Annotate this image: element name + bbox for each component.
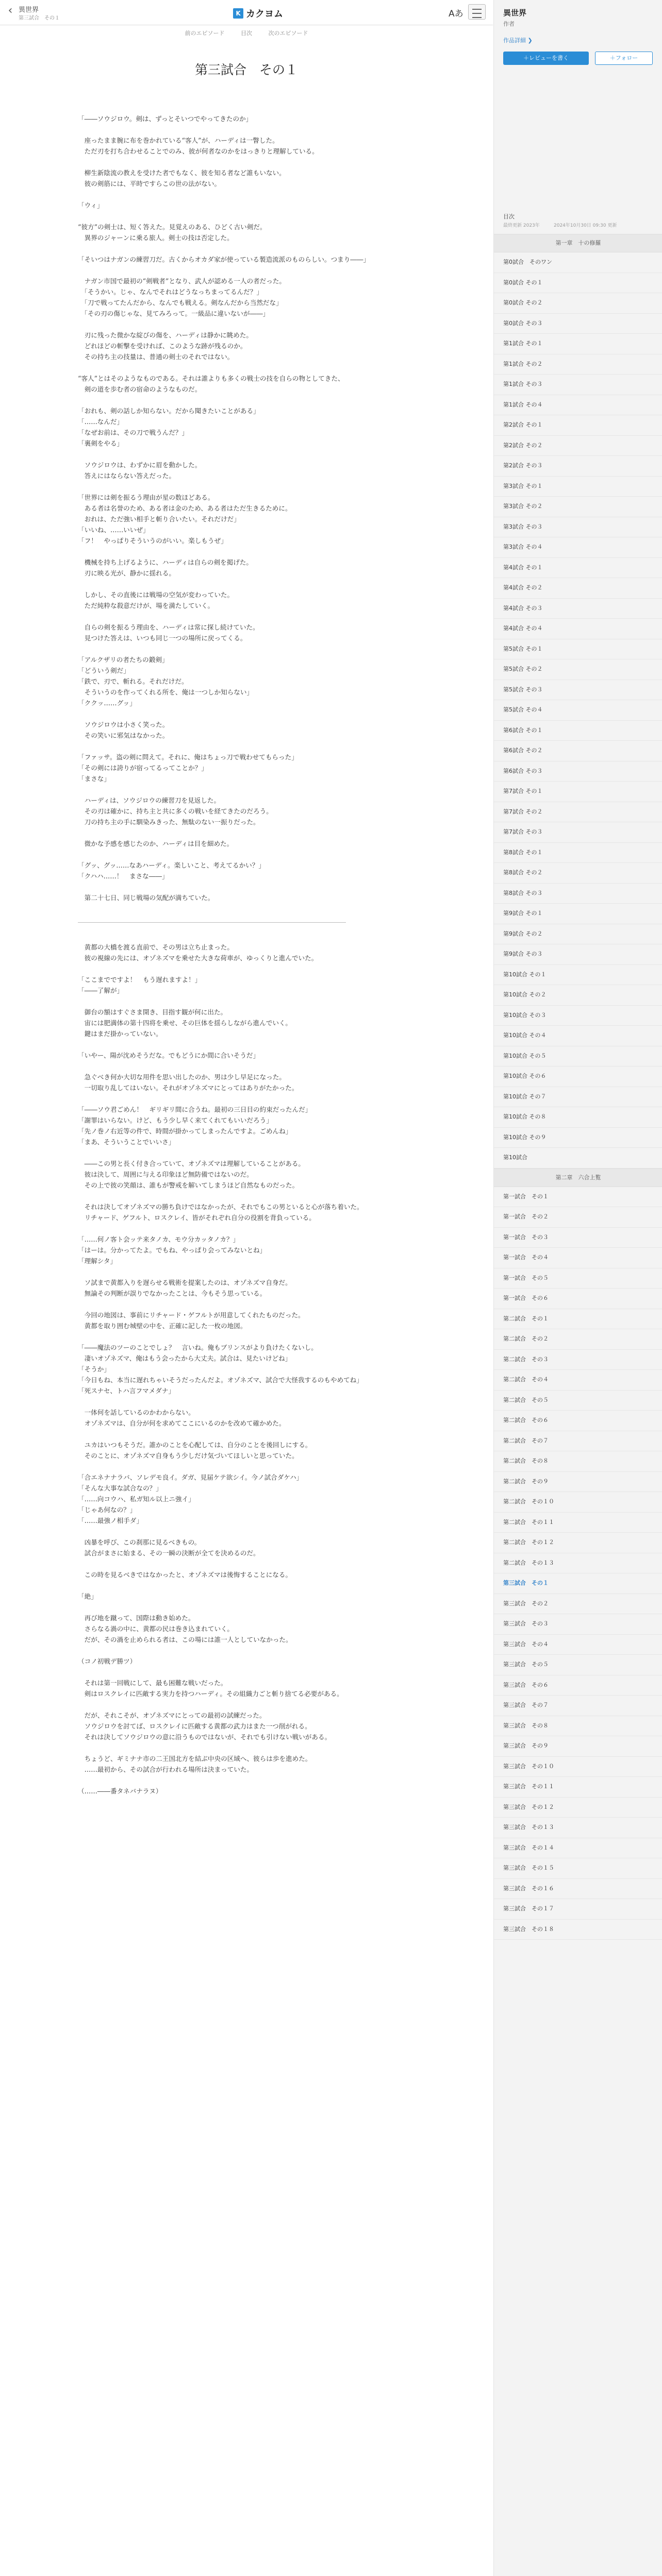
body-paragraph: オゾネズマは、自分が何を求めてここにいるのかを改めて確かめた。 (78, 1419, 286, 1427)
body-paragraph: 「じゃあ何なの？」 (78, 1506, 137, 1514)
body-paragraph: 「刀で戦ってたんだから、なんでも戦える。剣なんだから当然だな」 (78, 299, 283, 307)
body-paragraph: 剣はロスクレイに匹敵する実力を持つハーディ。その組織力ごと斬り捨てる必要がある。 (78, 1690, 343, 1698)
body-paragraph: 「謝罪はいらない。けど、もう少し早く来てくれてもいいだろう」 (78, 1116, 273, 1124)
toc-episode-link[interactable]: 第三試合 その７ (494, 1696, 662, 1716)
body-paragraph: その刃は確かに、持ち主と共に多くの戦いを経てきたのだろう。 (78, 807, 273, 815)
toc-episode-link[interactable]: 第三試合 その３ (494, 1614, 662, 1635)
toc-episode-link[interactable]: 第1試合 その４ (494, 395, 662, 416)
toc-episode-link[interactable]: 第三試合 その１１ (494, 1777, 662, 1798)
toc-episode-link[interactable]: 第8試合 その３ (494, 884, 662, 904)
toc-episode-link[interactable]: 第二試合 その１ (494, 1309, 662, 1330)
body-paragraph: ソウジロウは、わずかに眉を動かした。 (78, 461, 202, 469)
body-paragraph: 「死スナセ、トハ言フマメダナ」 (78, 1387, 175, 1395)
toc-episode-link[interactable]: 第三試合 その１７ (494, 1899, 662, 1920)
toc-episode-link[interactable]: 第三試合 その２ (494, 1594, 662, 1615)
body-paragraph (78, 1429, 413, 1439)
body-paragraph: ――この男と長く付き合っていて、オゾネズマは理解していることがある。 (78, 1160, 305, 1167)
body-paragraph: 「その剣には誇りが宿ってるってことか？」 (78, 764, 208, 772)
body-paragraph: それは決してソウジロウの意に沿うものではないが、それでも引けない戦いがある。 (78, 1733, 332, 1741)
toc-episode-link[interactable]: 第8試合 その１ (494, 843, 662, 863)
body-paragraph: 彼の視線の先には、オゾネズマを乗せた大きな荷車が、ゆっくりと進んでいた。 (78, 954, 318, 962)
site-logo[interactable] (233, 7, 283, 20)
body-paragraph: 「……最強ノ相手ダ」 (78, 1517, 143, 1524)
toc-episode-link[interactable]: 第三試合 その１４ (494, 1838, 662, 1859)
body-paragraph: 「――了解が」 (78, 987, 124, 994)
body-paragraph (78, 1580, 413, 1591)
toc-episode-link[interactable]: 第二試合 その１１ (494, 1513, 662, 1533)
body-paragraph: 「クハハ……！ まさな――」 (78, 872, 169, 880)
follow-button[interactable]: ＋フォロー (595, 52, 653, 65)
body-paragraph (78, 124, 413, 135)
toc-episode-link[interactable]: 第2試合 その２ (494, 436, 662, 456)
toc-episode-link[interactable]: 第10試合 その６ (494, 1066, 662, 1087)
body-paragraph: 「絶」 (78, 1592, 97, 1600)
body-paragraph (78, 449, 413, 460)
body-paragraph: ソウジロウは小さく笑った。 (78, 721, 169, 728)
toc-episode-link[interactable]: 第三試合 その４ (494, 1635, 662, 1655)
toc-episode-link[interactable]: 第二試合 その１２ (494, 1533, 662, 1553)
sidebar-author[interactable]: 作者 (503, 21, 515, 27)
body-paragraph: 「アルクザリの者たちの鍛剣」 (78, 656, 169, 664)
body-paragraph: ソウジロウを討てば、ロスクレイに匹敵する黄都の武力はまた一つ削がれる。 (78, 1722, 311, 1730)
toc-menu-button[interactable] (468, 4, 486, 20)
episode-nav (0, 29, 493, 37)
body-paragraph (78, 362, 413, 373)
body-paragraph: 凄いオゾネズマ、俺はもう会ったから大丈夫。試合は、見たいけどね」 (78, 1354, 292, 1362)
body-paragraph: 「……何ノ客ト会ッテ来タノカ、モウ分カッタノカ？」 (78, 1235, 240, 1243)
toc-episode-link[interactable]: 第6試合 その１ (494, 721, 662, 741)
body-paragraph (78, 395, 413, 405)
toc-episode-link[interactable]: 第二試合 その１０ (494, 1492, 662, 1513)
body-paragraph: だが、その渦を止められる者は、この場には誰一人としていなかった。 (78, 1636, 292, 1643)
body-paragraph (78, 1299, 413, 1310)
body-paragraph (78, 963, 413, 974)
current-episode-label: 第三試合 その１ (19, 15, 60, 21)
toc-episode-link[interactable]: 第5試合 その４ (494, 700, 662, 721)
toc-episode-link[interactable]: 第9試合 その２ (494, 924, 662, 945)
next-episode-link[interactable]: 次のエピソード (268, 30, 308, 37)
toc-episode-link[interactable]: 第0試合 その３ (494, 314, 662, 334)
body-paragraph: 刃に映る光が、静かに揺れる。 (78, 569, 175, 577)
body-paragraph: 微かな予感を感じたのか、ハーディは目を細めた。 (78, 840, 234, 848)
toc-episode-link[interactable]: 第3試合 その１ (494, 477, 662, 497)
toc-list (494, 234, 662, 1940)
body-paragraph: ソ試まで黄都入りを遅らせる戦術を提案したのは、オゾネズマ自身だ。 (78, 1279, 292, 1286)
body-paragraph: 「ウィ」 (78, 201, 104, 209)
body-paragraph (78, 189, 413, 200)
body-paragraph: 第二十七日、同じ戦場の気配が満ちていた。 (78, 894, 214, 902)
menu-bar-icon (472, 9, 482, 10)
toc-episode-link[interactable]: 第二試合 その８ (494, 1451, 662, 1472)
toc-episode-link[interactable]: 第0試合 そのワン (494, 252, 662, 273)
toc-episode-link[interactable]: 第3試合 その３ (494, 517, 662, 538)
body-paragraph: “彼方”の剣士は、短く答えた。見覚えのある、ひどく古い剣だ。 (78, 223, 267, 231)
body-paragraph: その持ち主の技量は、普通の剣士のそれではない。 (78, 353, 234, 361)
toc-episode-link[interactable]: 第4試合 その２ (494, 578, 662, 599)
work-title-link[interactable]: 異世界 (19, 6, 39, 14)
body-paragraph (78, 784, 413, 795)
body-paragraph: 一切取り乱してはいない。それがオゾネズマにとってはありがたかった。 (78, 1084, 299, 1092)
toc-episode-link[interactable]: 第10試合 その２ (494, 985, 662, 1006)
toc-episode-link[interactable]: 第三試合 その１６ (494, 1879, 662, 1900)
body-paragraph (78, 243, 413, 254)
body-paragraph: 「フ！ やっぱりそういうのがいい。楽しもうぜ」 (78, 537, 227, 545)
toc-updated-date: 2024年10月30日 09:30 更新 (554, 223, 617, 228)
toc-episode-link[interactable]: 第二試合 その１３ (494, 1553, 662, 1574)
toc-episode-link[interactable]: 第三試合 その９ (494, 1736, 662, 1757)
body-paragraph (78, 849, 413, 860)
body-paragraph (78, 1266, 413, 1277)
body-paragraph: 御台の額はすぐさま開き、目指す観が何に出た。 (78, 1008, 227, 1016)
toc-episode-link[interactable]: 第2試合 その１ (494, 415, 662, 436)
body-paragraph: 「グッ、グッ……なあハーディ。楽しいこと、考えてるかい？」 (78, 861, 265, 869)
body-paragraph: ある者は名誉のため、ある者は金のため、ある者はただ生きるために。 (78, 504, 292, 512)
body-paragraph: それは第一回戦にして、最も困難な戦いだった。 (78, 1679, 227, 1687)
body-paragraph: 答えにはならない答えだった。 (78, 472, 175, 480)
body-paragraph: （コノ初戦デ勝ツ） (78, 1657, 137, 1665)
body-paragraph: 凶暴を呼び、この刹那に見るべきもの。 (78, 1538, 201, 1546)
body-paragraph: 「裏剣をやる」 (78, 439, 124, 447)
toc-episode-link[interactable]: 第一試合 その３ (494, 1228, 662, 1248)
body-paragraph (78, 1667, 413, 1677)
toc-episode-link[interactable]: 第二試合 その６ (494, 1411, 662, 1431)
body-paragraph: 「はーは。分かってたよ。でもね、やっぱり会ってみないとね」 (78, 1246, 267, 1254)
body-paragraph (78, 481, 413, 492)
toc-episode-link[interactable]: 第三試合 その６ (494, 1675, 662, 1696)
body-paragraph (78, 882, 413, 892)
body-paragraph: 「……なんだ」 (78, 418, 124, 426)
toc-episode-link[interactable]: 第三試合 その１８ (494, 1920, 662, 1940)
body-paragraph: 「ここまでですよ！ もう遅れますよ！」 (78, 976, 202, 984)
body-paragraph: 機械を持ち上げるように、ハーディは自らの剣を掲げた。 (78, 558, 253, 566)
toc-episode-link[interactable]: 第二試合 その３ (494, 1350, 662, 1370)
body-paragraph: 「まさな」 (78, 775, 110, 783)
toc-episode-link[interactable]: 第二試合 その７ (494, 1431, 662, 1452)
toc-episode-link[interactable]: 第三試合 その８ (494, 1716, 662, 1737)
prev-episode-link[interactable]: 前のエピソード (185, 30, 225, 37)
body-paragraph (78, 708, 413, 719)
body-paragraph: 黄都を取り囲む城壁の中を、正確に記した一枚の地図。 (78, 1322, 247, 1330)
toc-episode-link[interactable]: 第10試合 その７ (494, 1087, 662, 1108)
body-paragraph: その笑いに邪気はなかった。 (78, 732, 169, 739)
body-paragraph: 柳生新陰流の教えを受けた者でもなく、彼を知る者など誰もいない。 (78, 169, 286, 177)
body-paragraph (78, 931, 413, 942)
body-paragraph: どれほどの斬撃を受ければ、このような跡が残るのか。 (78, 342, 247, 350)
body-paragraph: 急ぐべき何か大切な用件を思い出したのか、男は少し早足になった。 (78, 1073, 286, 1081)
body-paragraph: 「その刃の傷じゃな、見てみろって。一級品に違いないが――」 (78, 310, 270, 317)
body-paragraph: 「合エネナナラバ、ソレデモ良イ。ダガ、見届ケテ欲シイ。今ノ試合ダケハ」 (78, 1473, 303, 1481)
body-paragraph (78, 643, 413, 654)
body-paragraph (78, 1461, 413, 1472)
toc-episode-link[interactable]: 第三試合 その５ (494, 1655, 662, 1675)
body-paragraph: ユカはいつもそうだ。誰かのことを心配しては、自分のことを後回しにする。 (78, 1441, 312, 1449)
body-paragraph: 自らの剣を振るう理由を、ハーディは常に探し続けていた。 (78, 623, 259, 631)
body-paragraph: 「――魔法のツーのことでしょ？ 言いね。俺もブリンスがより負けたくないし。 (78, 1344, 318, 1351)
toc-episode-link[interactable]: 第7試合 その２ (494, 802, 662, 823)
body-paragraph (78, 1039, 413, 1050)
toc-episode-link[interactable]: 第三試合 その１２ (494, 1798, 662, 1818)
body-paragraph: 今回の地図は、事前にリチャード・ゲフルトが用意してくれたものだった。 (78, 1311, 305, 1319)
toc-episode-link[interactable]: 第10試合 その９ (494, 1128, 662, 1148)
body-paragraph (78, 996, 413, 1007)
body-paragraph: 彼の剣筋には、平時ですらこの世の法がない。 (78, 180, 221, 188)
toc-episode-link[interactable]: 第6試合 その２ (494, 741, 662, 761)
toc-link[interactable]: 目次 (241, 30, 252, 37)
toc-episode-link[interactable]: 第0試合 その２ (494, 293, 662, 314)
toc-episode-link[interactable]: 第7試合 その３ (494, 822, 662, 843)
body-paragraph: それは決してオゾネズマの勝ち負けではなかったが、それでもこの男といると心が落ち着いた。 (78, 1203, 363, 1211)
body-paragraph (78, 1061, 413, 1072)
toc-episode-link[interactable]: 第二試合 その５ (494, 1391, 662, 1411)
toc-episode-link[interactable]: 第3試合 その２ (494, 497, 662, 517)
toc-episode-link[interactable]: 第6試合 その３ (494, 761, 662, 782)
body-paragraph: 「どういう剣だ」 (78, 667, 130, 674)
body-paragraph: この時を見るべきではなかったと、オゾネズマは後悔することになる。 (78, 1571, 292, 1579)
body-paragraph: 「……向コウハ、私ガ知ル以上ニ強イ」 (78, 1495, 195, 1503)
body-paragraph: ハーディは、ソウジロウの練習刀を見返した。 (78, 796, 221, 804)
toc-episode-link[interactable]: 第5試合 その１ (494, 639, 662, 660)
body-paragraph (78, 1223, 413, 1234)
episode-title: 第三試合 その１ (194, 62, 298, 77)
body-paragraph: 黄都の大橋を渡る直前で、その男は立ち止まった。 (78, 943, 234, 951)
body-paragraph: 無論その判断が誤りでなかったことは、今もそう思っている。 (78, 1290, 267, 1297)
toc-episode-link[interactable]: 第二試合 その９ (494, 1472, 662, 1493)
body-paragraph (78, 611, 413, 622)
body-paragraph (78, 1645, 413, 1656)
body-paragraph: 異界のジャーンに乗る旅人。剣士の技は否定した。 (78, 234, 234, 242)
logo-text: カクヨム (246, 9, 283, 20)
toc-episode-link[interactable]: 第1試合 その１ (494, 334, 662, 354)
body-paragraph: 「まあ、そういうことでいいさ」 (78, 1138, 175, 1146)
body-paragraph: だが、それこそが、オゾネズマにとっての最初の試練だった。 (78, 1711, 266, 1719)
body-paragraph (78, 211, 413, 222)
toc-episode-link[interactable]: 第3試合 その４ (494, 537, 662, 558)
body-paragraph: ただ刃を打ち合わせることでのみ、彼が何者なのかをはっきりと理解している。 (78, 147, 319, 155)
toc-episode-link[interactable]: 第0試合 その１ (494, 273, 662, 294)
body-paragraph: ただ純粋な殺意だけが、場を満たしていく。 (78, 602, 214, 609)
body-paragraph (78, 1526, 413, 1537)
toc-episode-link[interactable]: 第2試合 その３ (494, 456, 662, 477)
body-paragraph: ……最初から、その試合が行われる場所は決まっていた。 (78, 1766, 254, 1773)
episode-body (78, 113, 413, 1797)
toc-episode-link[interactable]: 第一試合 その２ (494, 1207, 662, 1228)
toc-episode-link[interactable]: 第二試合 その２ (494, 1329, 662, 1350)
body-paragraph (78, 1147, 413, 1158)
body-paragraph: そのことに、オゾネズマ自身もう少しだけ気づいてほしいと思っていた。 (78, 1452, 299, 1460)
body-paragraph: ナガン市国で最初の“剣戦者”となり、武人が認める一人の者だった。 (78, 277, 286, 285)
body-paragraph (78, 319, 413, 330)
body-paragraph (78, 1093, 413, 1104)
body-paragraph: 「――ソウ君ごめん！ ギリギリ間に合うね。最初の三日目の約束だったんだ」 (78, 1106, 312, 1113)
body-paragraph: 鍵はまだ掛かっていない。 (78, 1030, 162, 1038)
body-paragraph (78, 157, 413, 167)
toc-episode-link[interactable]: 第一試合 その６ (494, 1289, 662, 1309)
body-paragraph (78, 1396, 413, 1407)
body-paragraph: 剣の道を歩む者の宿命のようなものだ。 (78, 385, 202, 393)
toc-episode-link[interactable]: 第9試合 その１ (494, 904, 662, 924)
toc-episode-link[interactable]: 第7試合 その１ (494, 782, 662, 802)
toc-episode-link[interactable]: 第一試合 その５ (494, 1268, 662, 1289)
top-header (0, 0, 493, 25)
toc-episode-link[interactable]: 第4試合 その４ (494, 619, 662, 639)
toc-meta: 最終更新 2023年 (503, 223, 540, 228)
toc-episode-link[interactable]: 第三試合 その１０ (494, 1757, 662, 1777)
toc-episode-link[interactable]: 第二試合 その４ (494, 1370, 662, 1391)
kakuyomu-logo-icon: K (233, 8, 243, 19)
toc-episode-link[interactable]: 第5試合 その２ (494, 659, 662, 680)
body-paragraph: 刃に残った微かな綻びの傷を、ハーディは静かに眺めた。 (78, 331, 253, 339)
toc-chapter-heading: 第一章 十の修羅 (494, 234, 662, 252)
sidebar-work-title[interactable]: 異世界 (503, 8, 527, 18)
write-review-button[interactable]: ＋レビューを書く (503, 52, 589, 65)
body-paragraph: 「いいね、……いいぜ」 (78, 526, 150, 534)
body-paragraph: 「ファッサ。盗の剣に問えて。それに、俺はちょっ刀で戦わせてもらった」 (78, 753, 298, 761)
body-paragraph: 「ククッ……グッ」 (78, 699, 136, 707)
body-paragraph: 「なぜお前は、その刀で戦うんだ？」 (78, 429, 189, 436)
body-paragraph (78, 741, 413, 752)
back-arrow-icon[interactable]: ‹ (8, 4, 13, 17)
body-paragraph (78, 1558, 413, 1569)
toc-episode-link[interactable]: 第10試合 (494, 1148, 662, 1168)
toc-episode-link[interactable]: 第三試合 その１５ (494, 1858, 662, 1879)
body-paragraph (78, 1742, 413, 1753)
body-paragraph (78, 546, 413, 557)
scene-separator (78, 922, 346, 923)
toc-episode-link[interactable]: 第10試合 その４ (494, 1026, 662, 1046)
body-paragraph: 「そうかい。じゃ、なんでそれはどうなっちまってるんだ？」 (78, 288, 263, 296)
body-paragraph: 彼は決して、周囲に与える印象ほど無防備ではないのだ。 (78, 1171, 253, 1178)
body-paragraph: ちょうど、ギミナナ市の二王国北方を結ぶ中央の区域へ、彼らは歩を進めた。 (78, 1755, 312, 1762)
body-paragraph: 再び地を蹴って、国際は動き始めた。 (78, 1614, 195, 1622)
toc-episode-link[interactable]: 第10試合 その３ (494, 1006, 662, 1026)
body-paragraph: さらなる渦の中に、黄都の民は巻き込まれていく。 (78, 1625, 234, 1633)
toc-episode-link[interactable]: 第9試合 その３ (494, 944, 662, 965)
toc-episode-link[interactable]: 第4試合 その１ (494, 558, 662, 579)
body-paragraph: リチャード、ゲフルト、ロスクレイ、皆がそれぞれ自分の役割を背負っている。 (78, 1214, 316, 1222)
body-paragraph: そういうのを作ってくれる所を、俺は一つしか知らない」 (78, 688, 254, 696)
body-paragraph: 試合がまさに始まる、その一瞬の決断が全てを決めるのだ。 (78, 1549, 260, 1557)
body-paragraph: 「世界には剣を振るう理由が星の数ほどある。 (78, 494, 214, 501)
body-paragraph: 見つけた答えは、いつも同じ一つの場所に戻ってくる。 (78, 634, 247, 642)
toc-episode-link[interactable]: 第8試合 その２ (494, 863, 662, 884)
sidebar-toc (493, 0, 662, 2576)
body-paragraph: 「そうか」 (78, 1365, 110, 1373)
body-paragraph: その上で彼の笑顔は、誰もが警戒を解いてしまうほど自然なものだった。 (78, 1181, 299, 1189)
body-paragraph: “客人”とはそのようなものである。それは誰よりも多くの戦士の技を自らの物としてきた、 (78, 375, 344, 382)
body-paragraph: おれは、ただ強い相手と斬り合いたい。それだけだ」 (78, 515, 240, 523)
toc-episode-link[interactable]: 第1試合 その３ (494, 375, 662, 395)
body-paragraph: 「そいつはナガンの練習刀だ。古くからオカダ家が使っている製造流派のものらしい。つまり――」 (78, 256, 370, 263)
toc-episode-link[interactable]: 第10試合 その５ (494, 1046, 662, 1067)
body-paragraph: 「そんな大事な試合なの？」 (78, 1484, 162, 1492)
toc-episode-link[interactable]: 第5試合 その３ (494, 680, 662, 701)
body-paragraph (78, 1331, 413, 1342)
body-paragraph (78, 579, 413, 589)
toc-episode-link[interactable]: 第10試合 その１ (494, 965, 662, 986)
toc-episode-link[interactable]: 第一試合 その４ (494, 1248, 662, 1268)
body-paragraph: 「――ソウジロウ。剣は、ずっとそいつでやってきたのか」 (78, 115, 253, 123)
toc-episode-link[interactable]: 第1試合 その２ (494, 354, 662, 375)
display-settings-button[interactable]: Aあ (449, 9, 464, 19)
body-paragraph (78, 265, 413, 276)
body-paragraph: 「先ノ巻ノ右近等の件で、時間が掛かってしまったんですよ。ごめんね」 (78, 1127, 292, 1135)
body-paragraph: しかし、その直後には戦場の空気が変わっていた。 (78, 591, 234, 599)
body-paragraph (78, 1775, 413, 1786)
body-paragraph (78, 903, 413, 914)
work-detail-link[interactable]: 作品詳細 ❯ (503, 37, 533, 44)
toc-episode-link[interactable]: 第一試合 その１ (494, 1187, 662, 1208)
toc-episode-link[interactable]: 第三試合 その１ (494, 1573, 662, 1594)
body-paragraph: 「鉄で、刃で、斬れる。それだけだ。 (78, 677, 188, 685)
body-paragraph: （……――番タネバナラヌ） (78, 1787, 162, 1795)
body-paragraph: 「理解シタ」 (78, 1257, 117, 1265)
body-paragraph (78, 1191, 413, 1201)
toc-episode-link[interactable]: 第10試合 その８ (494, 1107, 662, 1128)
body-paragraph: 座ったまま腕に布を巻かれている“客人”が、ハーディは一瞥した。 (78, 137, 279, 144)
toc-chapter-heading: 第二章 六合上覧 (494, 1168, 662, 1187)
toc-episode-link[interactable]: 第4試合 その３ (494, 599, 662, 619)
body-paragraph (78, 1602, 413, 1613)
body-paragraph: 刀の持ち主の手に馴染みきった、無駄のない一振りだった。 (78, 818, 260, 826)
body-paragraph (78, 1699, 413, 1710)
body-paragraph: 「おれも、剣の話しか知らない。だから聞きたいことがある」 (78, 407, 260, 415)
toc-episode-link[interactable]: 第三試合 その１３ (494, 1818, 662, 1838)
body-paragraph: 「いやー、陽が沈めそうだな。でもどうにか間に合いそうだ」 (78, 1052, 260, 1059)
body-paragraph: 宙には肥満体の第十四将を乗せ、その巨体を揺らしながら進んでいく。 (78, 1019, 292, 1027)
toc-heading: 目次 (503, 213, 515, 220)
body-paragraph (78, 827, 413, 838)
body-paragraph: 「今日もね、本当に遅れちゃいそうだったんだよ。オゾネズマ、試合で大怪我するのもやめてね」 (78, 1376, 363, 1384)
body-paragraph: 一体何を話しているのかわからない。 (78, 1409, 195, 1416)
